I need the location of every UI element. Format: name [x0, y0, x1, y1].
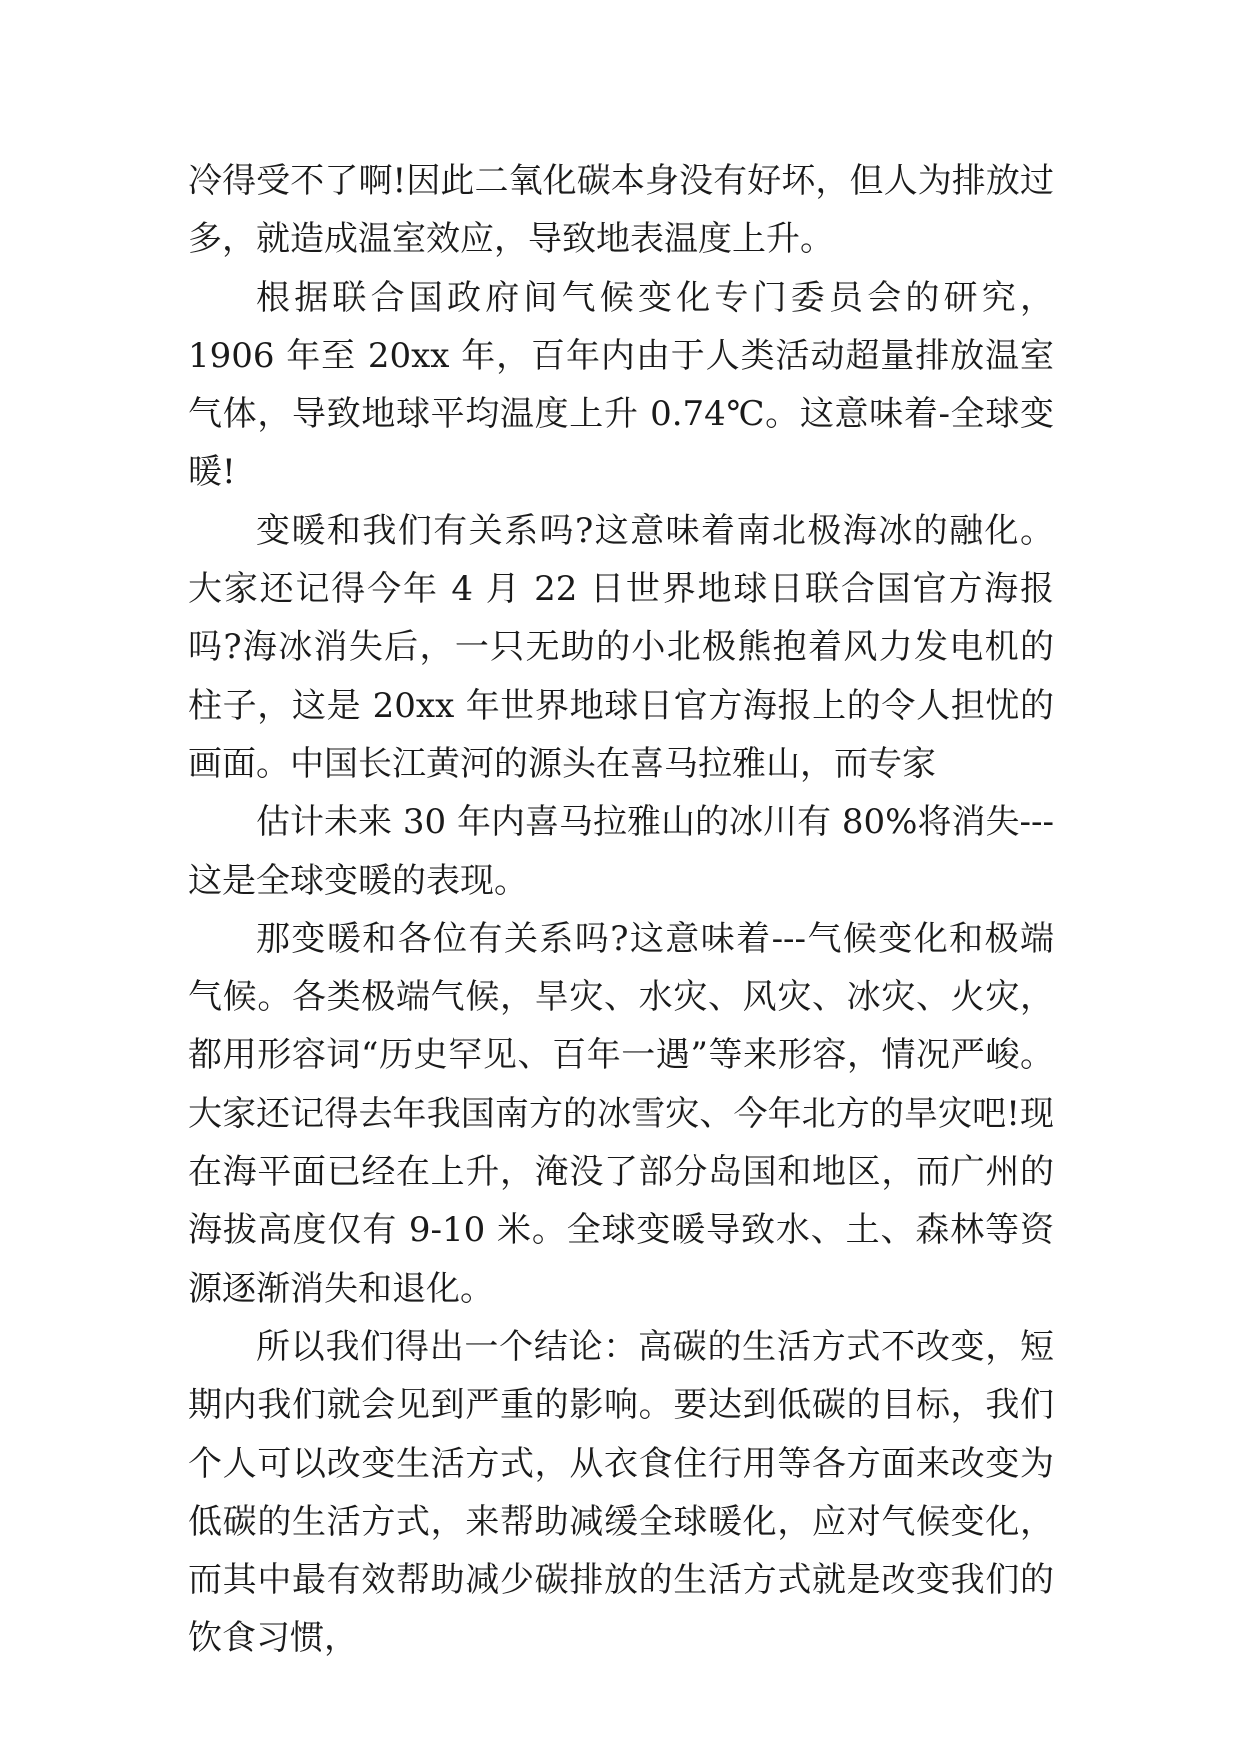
paragraph-6: 所以我们得出一个结论：高碳的生活方式不改变，短期内我们就会见到严重的影响。要达到低碳的目标，我们个人可以改变生活方式，从衣食住行用等各方面来改变为低碳的生活方式，来帮助减缓全球暖化，应对气候变化，而其中最有效帮助减少碳排放的生活方式就是改变我们的饮食习惯，	[188, 1326, 1054, 1659]
paragraph-4: 估计未来 30 年内喜马拉雅山的冰川有 80%将消失---这是全球变暖的表现。	[188, 802, 1054, 901]
paragraph-3: 变暖和我们有关系吗?这意味着南北极海冰的融化。大家还记得今年 4 月 22 日世界地球日联合国官方海报吗?海冰消失后，一只无助的小北极熊抱着风力发电机的柱子，这是 20xx 年世界地球日官方海报上的令人担忧的画面。中国长江黄河的源头在喜马拉雅山，而专家	[188, 510, 1054, 784]
document-body	[188, 152, 1054, 1668]
paragraph-1: 冷得受不了啊!因此二氧化碳本身没有好坏，但人为排放过多，就造成温室效应，导致地表温度上升。	[188, 161, 1054, 260]
paragraph-5: 那变暖和各位有关系吗?这意味着---气候变化和极端气候。各类极端气候，旱灾、水灾、风灾、冰灾、火灾，都用形容词“历史罕见、百年一遇”等来形容，情况严峻。大家还记得去年我国南方的冰雪灾、今年北方的旱灾吧!现在海平面已经在上升，淹没了部分岛国和地区，而广州的海拔高度仅有 9-10 米。全球变暖导致水、土、森林等资源逐渐消失和退化。	[188, 918, 1054, 1309]
paragraph-2: 根据联合国政府间气候变化专门委员会的研究，1906 年至 20xx 年，百年内由于人类活动超量排放温室气体，导致地球平均温度上升 0.74℃。这意味着-全球变暖!	[188, 277, 1054, 493]
